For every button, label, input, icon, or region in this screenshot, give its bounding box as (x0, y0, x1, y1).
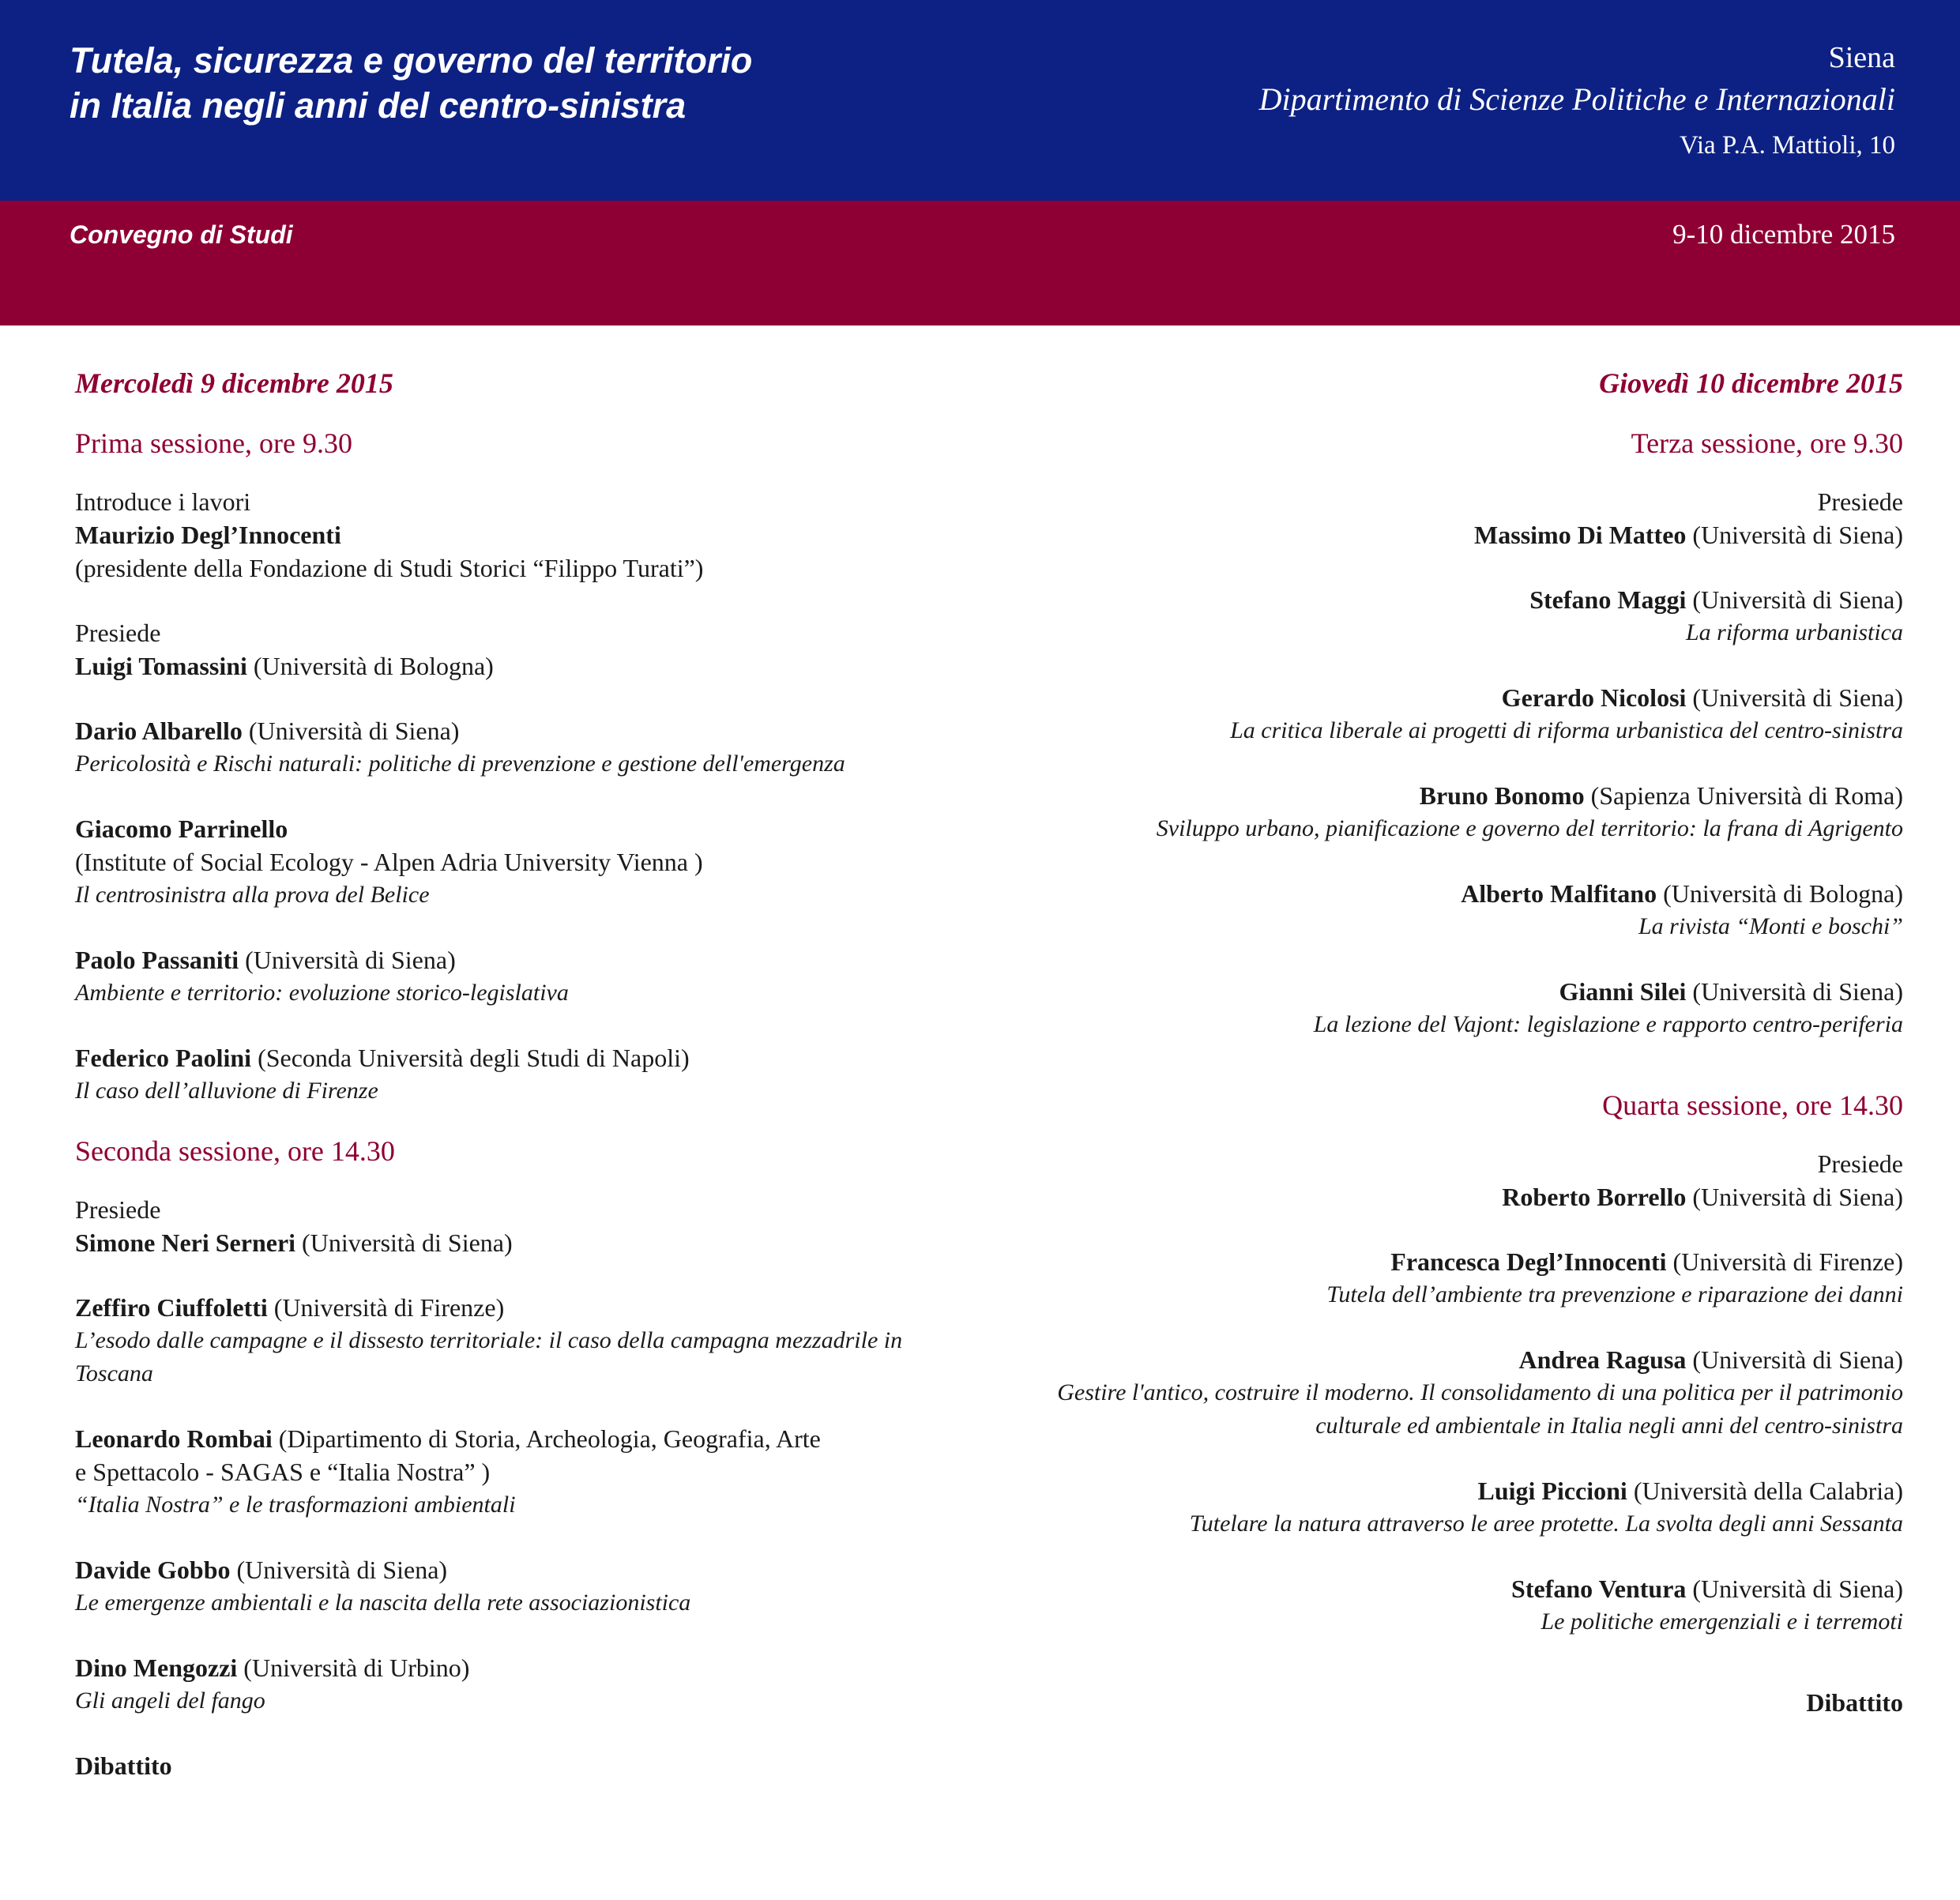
speaker-name: Gianni Silei (1559, 977, 1687, 1006)
chair-name: Luigi Tomassini (75, 652, 247, 680)
speaker-name: Gerardo Nicolosi (1501, 683, 1687, 712)
speaker-affiliation: (Università di Bologna) (1657, 879, 1903, 908)
talk-title-line-2: Toscana (75, 1360, 153, 1386)
speaker-affiliation: (Università di Firenze) (267, 1293, 505, 1322)
chair-affiliation: (Università di Siena) (1686, 1183, 1903, 1211)
speaker-affiliation: (Università di Siena) (1686, 977, 1903, 1006)
talk-title: Il centrosinistra alla prova del Belice (75, 882, 430, 908)
speaker-name: Dario Albarello (75, 717, 243, 745)
intro-affiliation: (presidente della Fondazione di Studi Storici “Filippo Turati”) (75, 554, 704, 582)
talk-title: Il caso dell’alluvione di Firenze (75, 1078, 378, 1104)
talk-title: Tutela dell’ambiente tra prevenzione e riparazione dei danni (1326, 1281, 1903, 1307)
speaker-name: Bruno Bonomo (1419, 781, 1585, 810)
chair-name: Roberto Borrello (1502, 1183, 1687, 1211)
speaker-affiliation: (Università di Siena) (239, 946, 456, 974)
talk-item (797, 1474, 1903, 1541)
speaker-affiliation: (Università di Urbino) (237, 1654, 470, 1682)
talk-title: La lezione del Vajont: legislazione e rapporto centro-periferia (1313, 1011, 1903, 1037)
talk-title: Gli angeli del fango (75, 1687, 265, 1714)
talk-title: La riforma urbanistica (1685, 619, 1903, 645)
speaker-affiliation: (Sapienza Università di Roma) (1584, 781, 1903, 810)
talk-item (797, 779, 1903, 845)
talk-title: La rivista “Monti e boschi” (1638, 913, 1903, 939)
speaker-name: Dino Mengozzi (75, 1654, 238, 1682)
session1-title: Prima sessione, ore 9.30 (75, 427, 352, 459)
speaker-name: Davide Gobbo (75, 1556, 231, 1584)
talk-item (797, 1343, 1903, 1443)
subheader-banner (0, 201, 1960, 325)
venue-block (1026, 38, 1895, 169)
talk-title: Le politiche emergenziali e i terremoti (1541, 1608, 1903, 1635)
speaker-affiliation: (Università di Siena) (1686, 1575, 1903, 1603)
chair-label: Presiede (1817, 487, 1903, 516)
chair-label: Presiede (75, 1195, 161, 1224)
speaker-name: Paolo Passaniti (75, 946, 239, 974)
chair-name: Simone Neri Serneri (75, 1228, 296, 1257)
day2-title: Giovedì 10 dicembre 2015 (1599, 367, 1903, 399)
speaker-affiliation: (Università di Siena) (1686, 585, 1903, 614)
talk-item (797, 877, 1903, 943)
chair-affiliation: (Università di Bologna) (246, 652, 494, 680)
speaker-affiliation-line-2: e Spettacolo - SAGAS e “Italia Nostra” ) (75, 1458, 491, 1486)
speaker-name: Stefano Maggi (1529, 585, 1687, 614)
debate-label: Dibattito (75, 1751, 172, 1780)
day2-column (797, 356, 1903, 1719)
event-type: Convegno di Studi (70, 220, 293, 249)
speaker-name: Stefano Ventura (1511, 1575, 1687, 1603)
speaker-name: Zeffiro Ciuffoletti (75, 1293, 268, 1322)
speaker-name: Luigi Piccioni (1477, 1477, 1627, 1505)
session3-title: Terza sessione, ore 9.30 (1631, 427, 1903, 459)
intro-name: Maurizio Degl’Innocenti (75, 521, 341, 549)
venue-city: Siena (1828, 41, 1895, 74)
session3-chair (797, 485, 1903, 551)
speaker-name: Leonardo Rombai (75, 1424, 273, 1453)
speaker-affiliation: (Università di Firenze) (1666, 1247, 1903, 1276)
speaker-affiliation: (Università della Calabria) (1627, 1477, 1903, 1505)
title-line-1: Tutela, sicurezza e governo del territorio (70, 40, 753, 81)
speaker-name: Alberto Malfitano (1461, 879, 1657, 908)
talk-item (797, 1245, 1903, 1311)
chair-affiliation: (Università di Siena) (1686, 521, 1903, 549)
talk-title: La critica liberale ai progetti di riforma urbanistica del centro-sinistra (1230, 717, 1903, 743)
speaker-name: Francesca Degl’Innocenti (1390, 1247, 1667, 1276)
chair-label: Presiede (1817, 1149, 1903, 1178)
talk-title: Ambiente e territorio: evoluzione storico-legislativa (75, 980, 569, 1006)
speaker-name: Andrea Ragusa (1518, 1345, 1687, 1374)
speaker-affiliation: (Università di Siena) (1686, 683, 1903, 712)
venue-address: Via P.A. Mattioli, 10 (1679, 131, 1895, 160)
talk-title: “Italia Nostra” e le trasformazioni ambientali (75, 1492, 516, 1518)
talk-item (797, 975, 1903, 1041)
talk-title-line-1: Gestire l'antico, costruire il moderno. Il consolidamento di una politica per il patrimonio (1057, 1379, 1903, 1405)
session2-title: Seconda sessione, ore 14.30 (75, 1135, 395, 1167)
talk-item (797, 1572, 1903, 1639)
talk-title: Le emergenze ambientali e la nascita della rete associazionistica (75, 1590, 691, 1616)
session4-chair (797, 1147, 1903, 1213)
talk-item (797, 583, 1903, 649)
speaker-affiliation: (Università di Siena) (1686, 1345, 1903, 1374)
talk-title: Pericolosità e Rischi naturali: politiche di prevenzione e gestione dell'emergenza (75, 751, 845, 777)
event-dates: 9-10 dicembre 2015 (1672, 219, 1895, 250)
chair-label: Presiede (75, 619, 161, 647)
venue-department: Dipartimento di Scienze Politiche e Internazionali (1258, 81, 1895, 117)
session4-title: Quarta sessione, ore 14.30 (1602, 1089, 1903, 1121)
talk-title: Tutelare la natura attraverso le aree protette. La svolta degli anni Sessanta (1189, 1511, 1903, 1537)
speaker-name: Giacomo Parrinello (75, 815, 288, 843)
title-line-2: in Italia negli anni del centro-sinistra (70, 85, 687, 126)
conference-title (70, 38, 1097, 128)
speaker-affiliation: (Università di Siena) (230, 1556, 448, 1584)
speaker-affiliation: (Università di Siena) (242, 717, 460, 745)
talk-title-line-2: culturale ed ambientale in Italia negli anni del centro-sinistra (1315, 1413, 1903, 1439)
talk-title-line-1: L’esodo dalle campagne e il dissesto territoriale: il caso della campagna mezzadrile in (75, 1327, 903, 1353)
talk-title: Sviluppo urbano, pianificazione e governo del territorio: la frana di Agrigento (1156, 815, 1903, 841)
speaker-affiliation: (Institute of Social Ecology - Alpen Adria University Vienna ) (75, 848, 703, 876)
debate-label: Dibattito (1806, 1688, 1903, 1717)
speaker-name: Federico Paolini (75, 1044, 252, 1072)
speaker-affiliation: (Seconda Università degli Studi di Napoli) (251, 1044, 690, 1072)
talk-item (797, 681, 1903, 747)
chair-affiliation: (Università di Siena) (295, 1228, 513, 1257)
speaker-affiliation-line-1: (Dipartimento di Storia, Archeologia, Geografia, Arte (272, 1424, 821, 1453)
day1-title: Mercoledì 9 dicembre 2015 (75, 367, 393, 399)
chair-name: Massimo Di Matteo (1474, 521, 1687, 549)
intro-label: Introduce i lavori (75, 487, 251, 516)
